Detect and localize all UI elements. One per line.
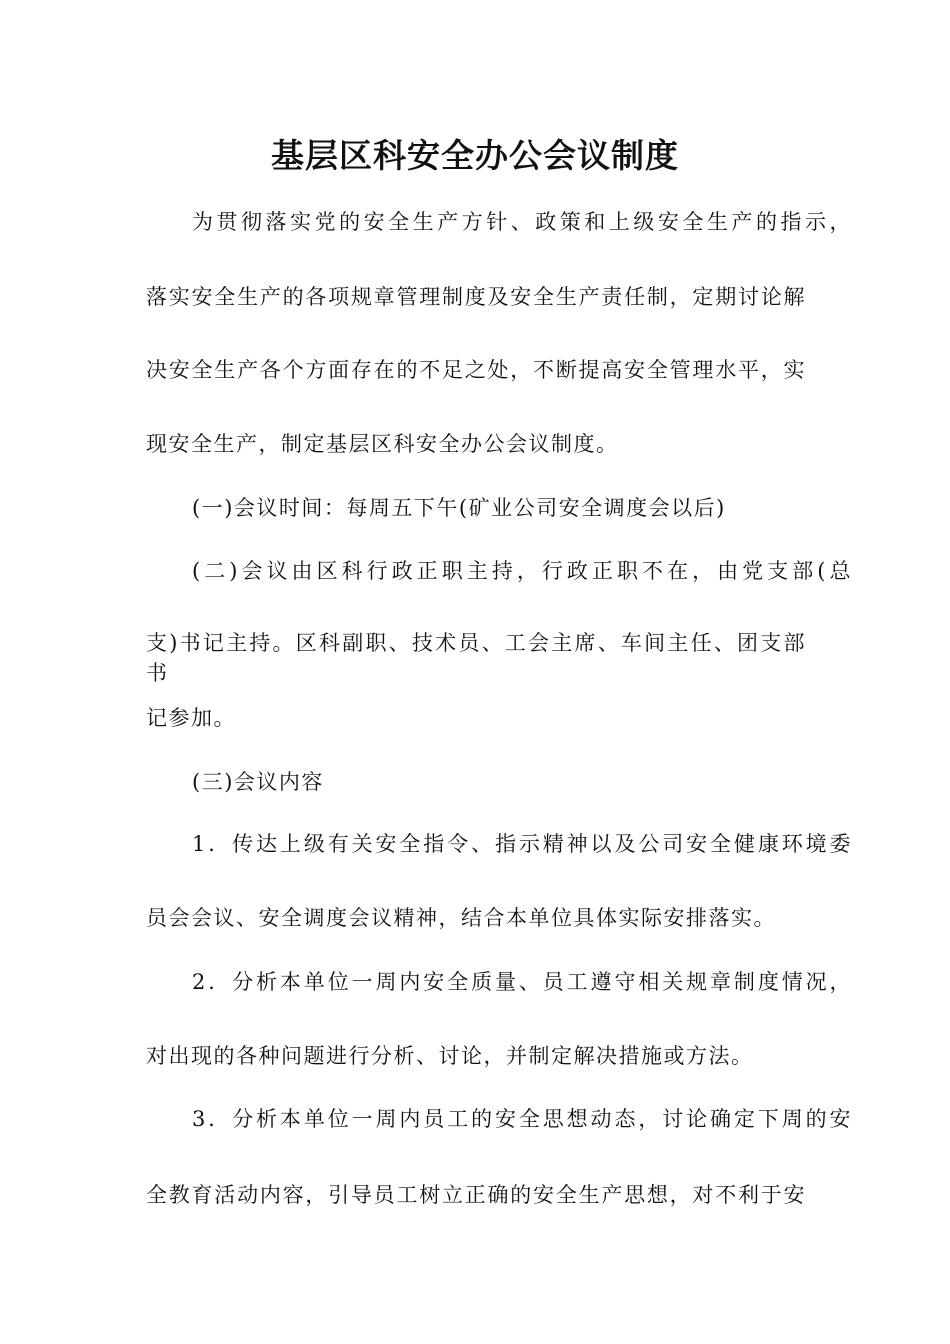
list-item-line: 全教育活动内容，引导员工树立正确的安全生产思想，对不利于安: [146, 1183, 806, 1207]
paragraph-line: 决安全生产各个方面存在的不足之处，不断提高安全管理水平，实: [146, 358, 806, 382]
document-title: 基层区科安全办公会议制度: [271, 136, 679, 175]
paragraph-line: 记参加。: [146, 706, 236, 730]
meeting-time-line: (一)会议时间：每周五下午(矿业公司安全调度会以后): [192, 496, 726, 520]
paragraph-line: 支)书记主持。区科副职、技术员、工会主席、车间主任、团支部书: [146, 631, 806, 685]
list-item-line: 3．分析本单位一周内员工的安全思想动态，讨论确定下周的安: [192, 1107, 852, 1131]
list-item-line: 员会会议、安全调度会议精神，结合本单位具体实际安排落实。: [146, 906, 776, 930]
paragraph-line: 为贯彻落实党的安全生产方针、政策和上级安全生产的指示，: [192, 210, 852, 234]
section-heading: (三)会议内容: [192, 770, 324, 794]
paragraph-line: 现安全生产，制定基层区科安全办公会议制度。: [146, 432, 619, 456]
list-item-line: 1．传达上级有关安全指令、指示精神以及公司安全健康环境委: [192, 832, 852, 856]
paragraph-line: 落实安全生产的各项规章管理制度及安全生产责任制，定期讨论解: [146, 285, 806, 309]
paragraph-line: (二)会议由区科行政正职主持，行政正职不在，由党支部(总: [192, 559, 852, 583]
list-item-line: 对出现的各种问题进行分析、讨论，并制定解决措施或方法。: [146, 1044, 754, 1068]
list-item-line: 2．分析本单位一周内安全质量、员工遵守相关规章制度情况，: [192, 970, 852, 994]
